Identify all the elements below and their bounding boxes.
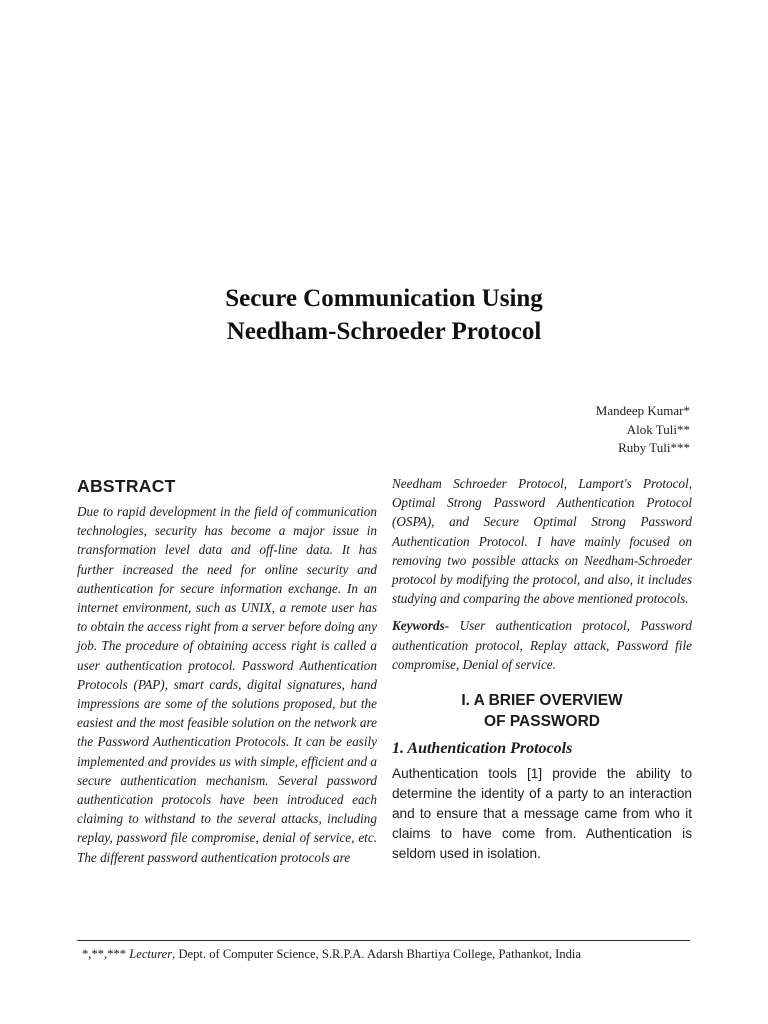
footnote-text: , Dept. of Computer Science, S.R.P.A. Adarsh Bhartiya College, Pathankot, India bbox=[172, 947, 582, 961]
section-1-heading bbox=[392, 690, 692, 732]
title-line-2: Needham-Schroeder Protocol bbox=[226, 318, 542, 345]
keywords-paragraph bbox=[392, 616, 692, 674]
section-1-heading-line-1: I. A BRIEF OVERVIEW bbox=[461, 692, 623, 710]
section-1-heading-line-2: OF PASSWORD bbox=[484, 713, 600, 731]
abstract-text-left: Due to rapid development in the field of communication technologies, security has become a major issue in transformation level data and off-line data. It has further increased the need for online security and authentication for secure information exchange. In an internet environment, such as UNIX, a remote user has to obtain the access right from a server before doing any job. The procedure of obtaining access right is called a user authentication protocol. Password Authentication Protocols (PAP), smart cards, digital signatures, hand impressions are some of the solutions proposed, but the easiest and the most feasible solution on the network are the Password Authentication Protocols. It can be easily implemented and provides us with simple, efficient and a secure authentication mechanism. Several password authentication protocols have been introduced each claiming to withstand to the several attacks, including replay, password file compromise, denial of service, etc. The different password authentication protocols are bbox=[77, 504, 377, 865]
author-1: Mandeep Kumar* bbox=[595, 403, 690, 418]
keywords-text: User authentication protocol, Password authentication protocol, Replay attack, Password file compromise, Denial of service. bbox=[392, 618, 692, 672]
footnote bbox=[82, 945, 702, 963]
left-column bbox=[77, 474, 377, 867]
author-3: Ruby Tuli*** bbox=[618, 440, 690, 455]
right-column bbox=[392, 474, 692, 864]
footnote-divider bbox=[77, 940, 690, 941]
section-1-subheading: 1. Authentication Protocols bbox=[392, 740, 573, 758]
paper-title bbox=[0, 282, 768, 348]
abstract-text-right: Needham Schroeder Protocol, Lamport's Protocol, Optimal Strong Password Authentication Protocol (OSPA), and Secure Optimal Strong Password Authentication Protocol. I have mainly focused on removing two possible attacks on Needham-Schroeder protocol by modifying the protocol, and also, it includes studying and comparing the above mentioned protocols. bbox=[392, 476, 692, 607]
footnote-role: Lecturer bbox=[129, 947, 173, 961]
title-line-1: Secure Communication Using bbox=[225, 285, 543, 312]
keywords-label: Keywords- bbox=[392, 618, 450, 634]
footnote-marks: *,**,*** bbox=[82, 947, 127, 961]
author-2: Alok Tuli** bbox=[626, 421, 690, 437]
author-list bbox=[390, 402, 690, 458]
section-1-text: Authentication tools [1] provide the ability to determine the identity of a party to an interaction and to ensure that a message came from who it claims to have come from. Authentication is seldom used in isolation. bbox=[392, 766, 692, 862]
abstract-heading: ABSTRACT bbox=[77, 476, 176, 496]
